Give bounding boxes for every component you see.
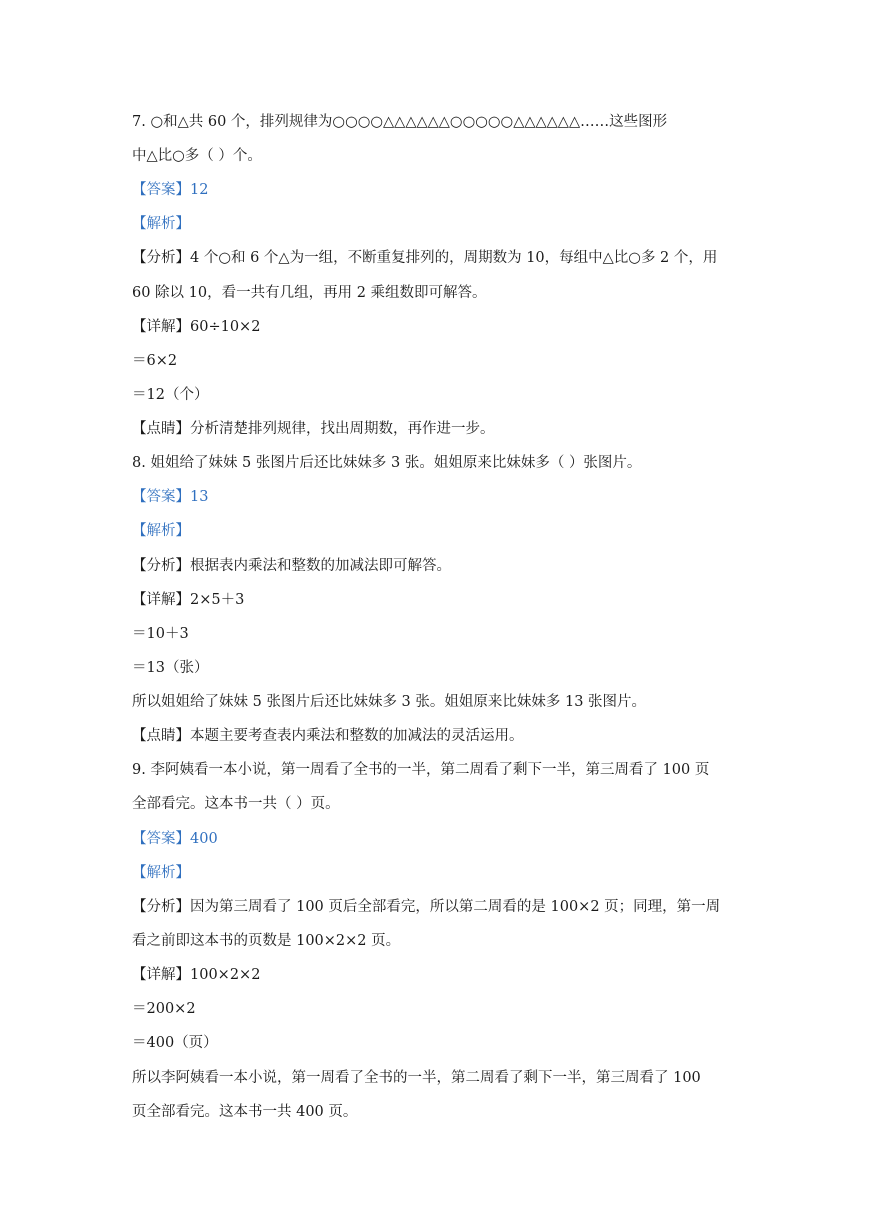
question-7-remark: 【点睛】分析清楚排列规律，找出周期数，再作进一步。 [132,421,495,437]
question-9-solution-line-2: ＝200×2 [132,1001,196,1017]
question-8-solution-line-2: ＝10＋3 [132,626,189,642]
question-7-solution-line-3: ＝12（个） [132,387,209,403]
question-7-analysis-line-1: 【分析】4 个○和 6 个△为一组，不断重复排列的，周期数为 10，每组中△比○多 2 个，用 [132,250,718,266]
question-7-explanation-heading: 【解析】 [132,216,190,232]
question-9-solution-line-3: ＝400（页） [132,1035,218,1051]
question-8-analysis: 【分析】根据表内乘法和整数的加减法即可解答。 [132,558,451,574]
question-8-stem: 8. 姐姐给了妹妹 5 张图片后还比妹妹多 3 张。姐姐原来比妹妹多（ ）张图片。 [132,455,642,471]
question-7-solution-line-2: ＝6×2 [132,353,178,369]
question-9-explanation-heading: 【解析】 [132,865,190,881]
question-8-solution-line-1: 【详解】2×5＋3 [132,592,245,608]
question-7-stem-line-1: 7. ○和△共 60 个，排列规律为○○○○△△△△△△○○○○○△△△△△△……这些图形 [132,114,668,130]
question-9-answer: 【答案】400 [132,831,218,847]
question-9-stem-line-2: 全部看完。这本书一共（ ）页。 [132,796,340,812]
question-7-analysis-line-2: 60 除以 10，看一共有几组，再用 2 乘组数即可解答。 [132,285,487,301]
question-8-remark: 【点睛】本题主要考查表内乘法和整数的加减法的灵活运用。 [132,728,524,744]
question-9-analysis-line-1: 【分析】因为第三周看了 100 页后全部看完，所以第二周看的是 100×2 页；同理，第一周 [132,899,721,915]
question-7-answer: 【答案】12 [132,182,209,198]
question-9-stem-line-1: 9. 李阿姨看一本小说，第一周看了全书的一半，第二周看了剩下一半，第三周看了 100 页 [132,762,710,778]
question-7-solution-line-1: 【详解】60÷10×2 [132,319,261,335]
question-9-conclusion-line-1: 所以李阿姨看一本小说，第一周看了全书的一半，第二周看了剩下一半，第三周看了 100 [132,1070,701,1086]
question-8-explanation-heading: 【解析】 [132,523,190,539]
question-9-conclusion-line-2: 页全部看完。这本书一共 400 页。 [132,1104,358,1120]
question-9-analysis-line-2: 看之前即这本书的页数是 100×2×2 页。 [132,933,401,949]
question-9-solution-line-1: 【详解】100×2×2 [132,967,261,983]
question-8-answer: 【答案】13 [132,489,209,505]
question-8-conclusion: 所以姐姐给了妹妹 5 张图片后还比妹妹多 3 张。姐姐原来比妹妹多 13 张图片。 [132,694,647,710]
question-7-stem-line-2: 中△比○多（ ）个。 [132,148,262,164]
question-8-solution-line-3: ＝13（张） [132,660,209,676]
